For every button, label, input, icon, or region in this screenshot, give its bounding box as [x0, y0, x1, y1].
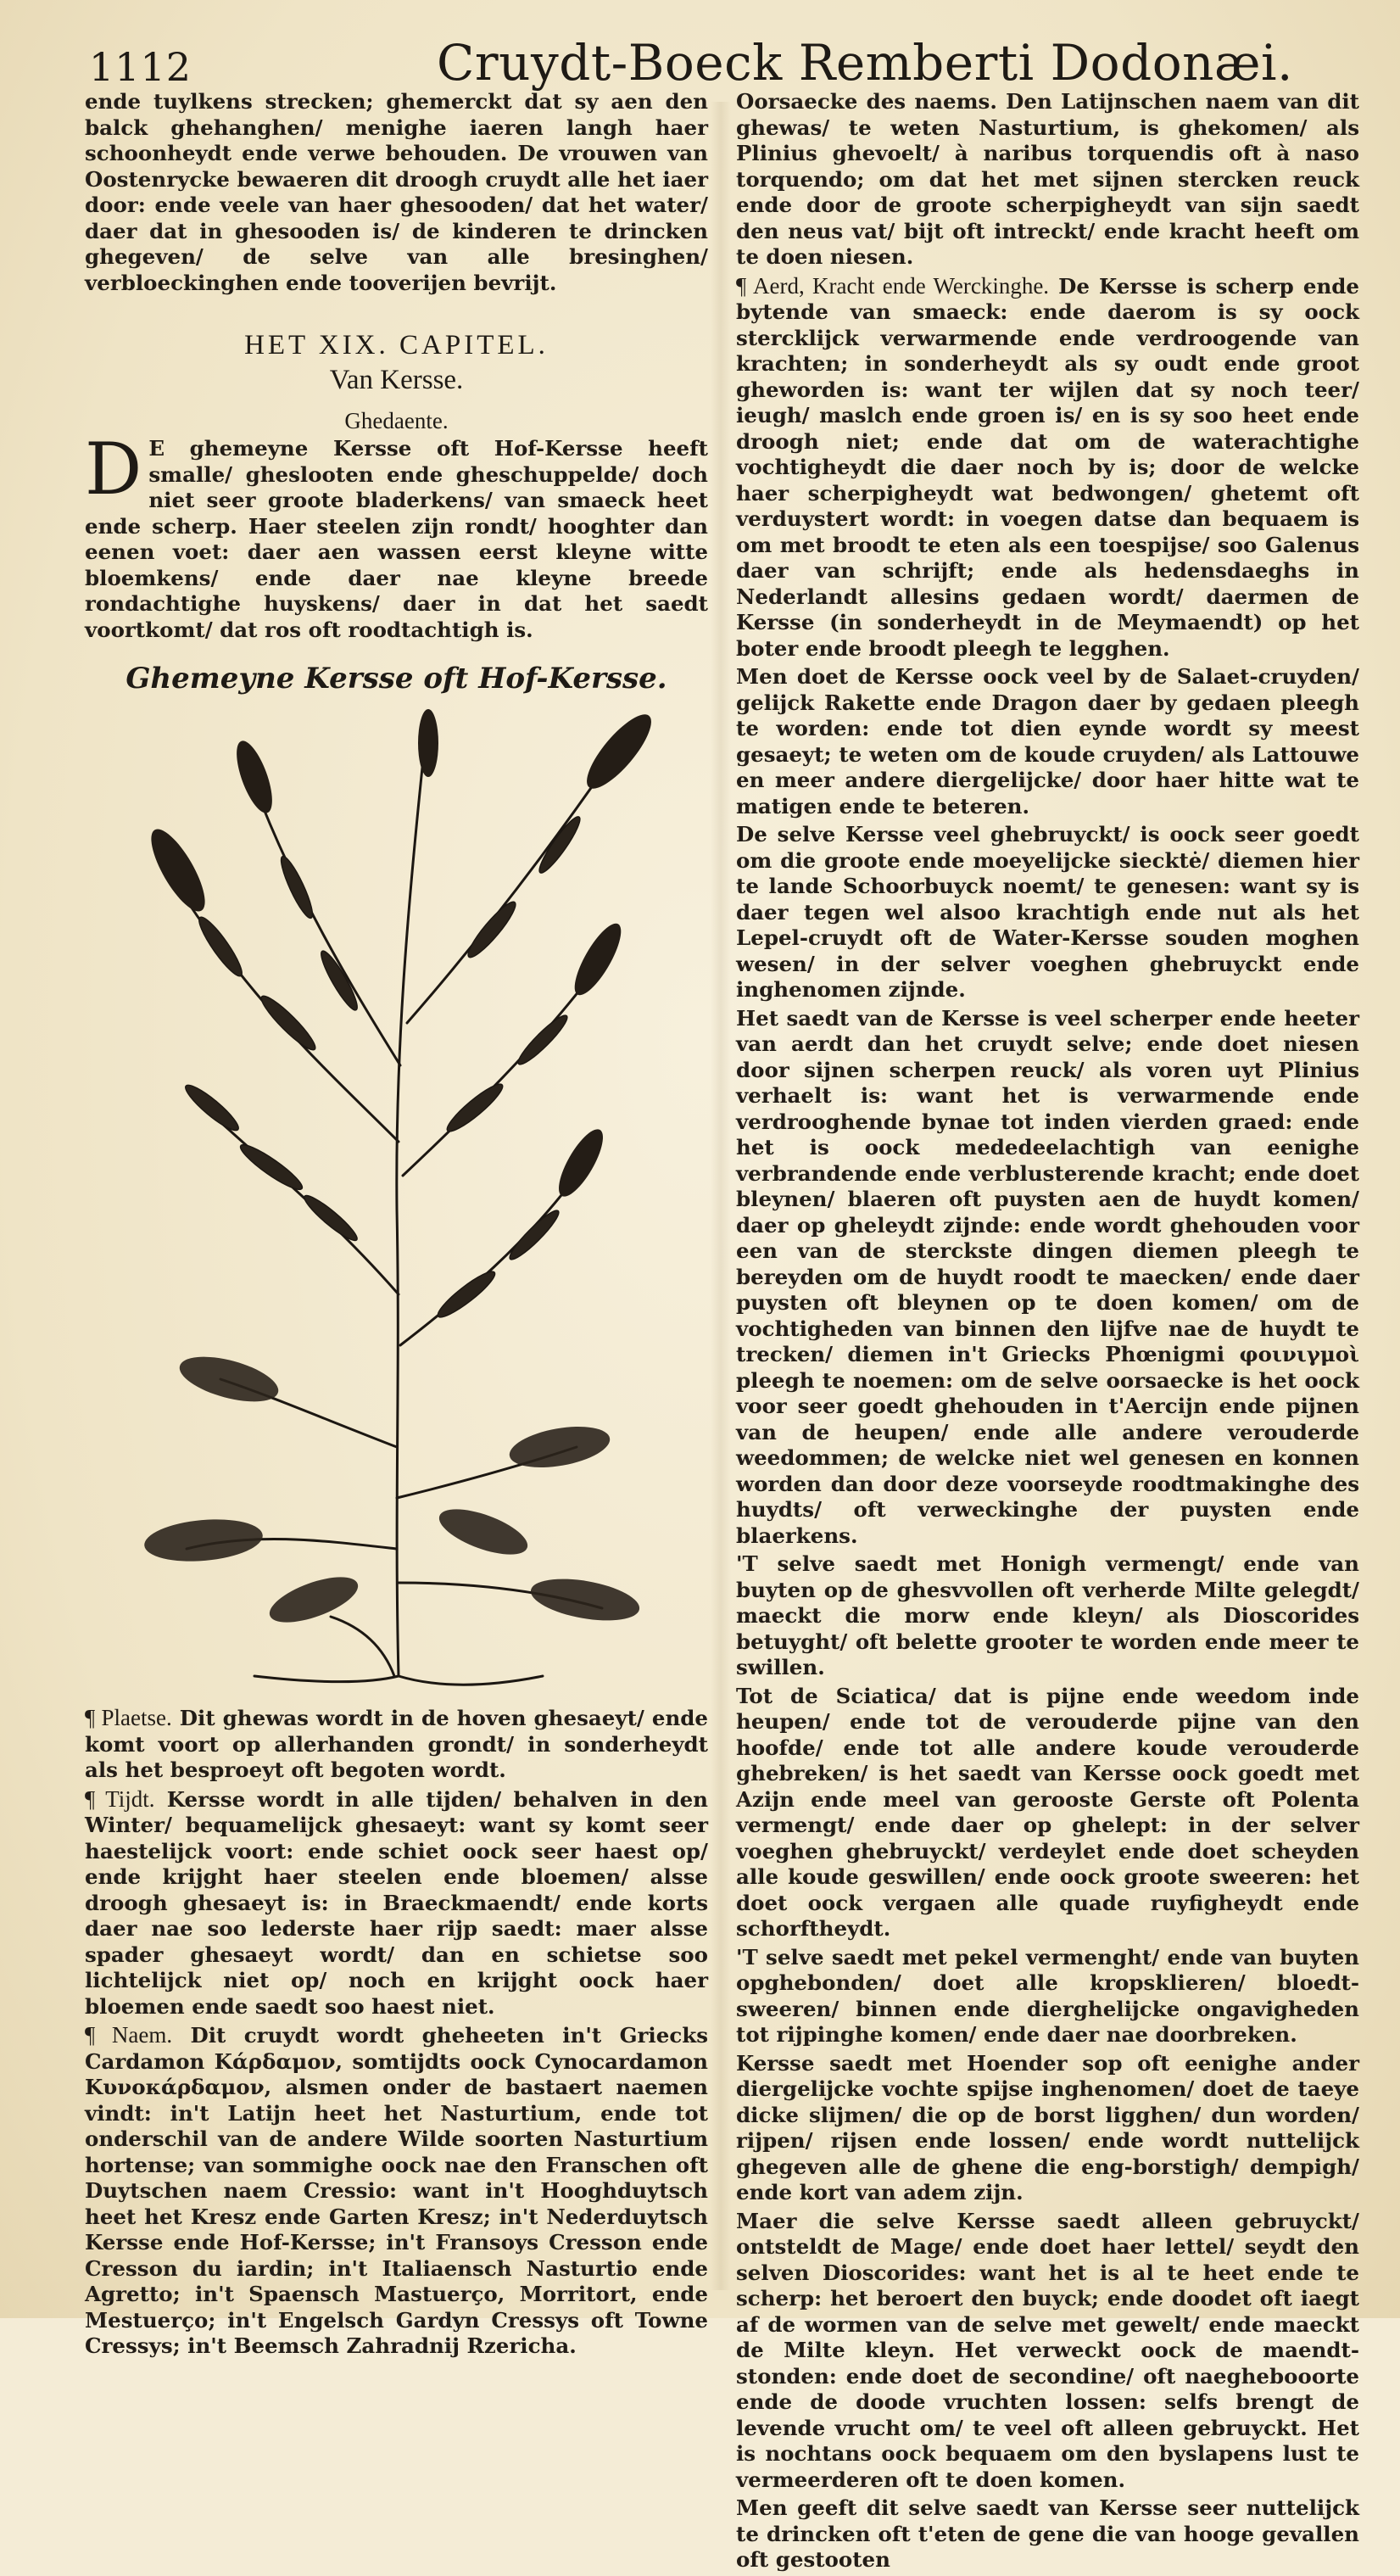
- garden-cress-woodcut: [85, 701, 708, 1693]
- aerd-paragraph-2: Men doet de Kersse oock veel by de Salaet-cruyden/ gelijck Rakette ende Dragon daer by gedaen pleegh te worden: ende tot dien eynde wordt sy meest gesaeyt; te weten om de koude cruyden/ als Lattouwe en meer andere diergelijcke/ door haer hitte wat te matigen ende te beteren.: [736, 664, 1359, 819]
- left-column: [85, 89, 708, 2362]
- intro-paragraph: ende tuylkens strecken; ghemerckt dat sy aen den balck ghehanghen/ menighe iaeren langh haer schoonheydt ende verwe behouden. De vrouwen van Oostenrycke bewaeren dit droogh cruydt alle het iaer door: ende veele van haer ghesooden/ dat het water/ daer dat in ghesooden is/ de kinderen te drincken ghegeven/ de selve van alle bresinghen/ verbloeckinghen ende tooverijen bevrijt.: [85, 89, 708, 295]
- aerd-label: ¶ Aerd, Kracht ende Werckinghe.: [736, 272, 1050, 299]
- aerd-paragraph-9: Maer die selve Kersse saedt alleen gebruyckt/ ontsteldt de Mage/ ende doet haer lettel/ seydt den selven Dioscorides: want het is al te heet ende te scherp: het beroert den buyck; ende doodet oft iaegt af de wormen van de selve met gewelt/ ende maeckt de Milte kleyn. Het verweckt oock de maendt-stonden: ende doet de secondine/ oft naeghebooorte ende de doode vruchten lossen: selfs brengt de levende vrucht om/ te veel oft alleen gebruyckt. Het is nochtans oock bequaem om den byslapens lust te vermeerderen oft te doen komen.: [736, 2208, 1359, 2492]
- plaetse-label: ¶ Plaetse.: [85, 1705, 172, 1730]
- ghedaente-paragraph: E ghemeyne Kersse oft Hof-Kersse heeft smalle/ gheslooten ende gheschuppelde/ doch niet seer groote bladerkens/ van smaeck heet ende scherp. Haer steelen zijn rondt/ hooghter dan eenen voet: daer aen wassen eerst kleyne witte bloemkens/ ende daer nae kleyne breede rondachtighe huyskens/ daer in dat het saedt voortkomt/ dat ros oft roodtachtigh is.: [85, 436, 708, 642]
- page-number: 1112: [89, 44, 192, 90]
- naem-continued: Oorsaecke des naems. Den Latijnschen naem van dit ghewas/ te weten Nasturtium, is ghekomen/ als Plinius ghevoelt/ à naribus torquendis oft à naso torquendo; om dat het met sijnen stercken reuck ende door de groote scherpigheydt van sijn saedt den neus vat/ bijt oft intreckt/ ende kracht heeft om te doen niesen.: [736, 89, 1359, 269]
- ghedaente-block: [85, 427, 708, 643]
- drop-cap: D: [85, 427, 142, 511]
- aerd-paragraph-3: De selve Kersse veel ghebruyckt/ is oock seer goedt om die groote ende moeyelijcke siecktė/ diemen hier te lande Schoorbuyck noemt/ te genesen: want sy is daer tegen wel alsoo krachtigh ende nut als het Lepel-cruydt oft de Water-Kersse souden moghen wesen/ in der selver voeghen ghebruyckt ende inghenomen zijnde.: [736, 822, 1359, 1002]
- tijdt-label: ¶ Tijdt.: [85, 1785, 155, 1812]
- page-fold-shadow: [711, 102, 731, 2290]
- aerd-paragraph: [736, 273, 1359, 662]
- aerd-paragraph-5: 'T selve saedt met Honigh vermengt/ ende van buyten op de ghesvvollen oft verherde Milte gelegdt/ maeckt die morw ende kleyn/ als Dioscorides betuyght/ oft belette grooter te worden ende meer te swillen.: [736, 1551, 1359, 1679]
- naem-text: Dit cruydt wordt gheheeten in't Griecks Cardamon Κάρδαμον, somtijdts oock Cynocardamon Κυνοκάρδαμον, alsmen onder de bastaert naemen vindt: in't Latijn heet het Nasturtium, ende tot onderschil van de andere Wilde soorten Nasturtium hortense; van sommighe oock nae den Franschen oft Duytschen naem Cressio: want in't Hooghduytsch heet het Kresz ende Garten Kresz; in't Nederduytsch Kersse ende Hof-Kersse; in't Fransoys Cresson ende Cresson du iardin; in't Italiaensch Nasturtio ende Agretto; in't Spaensch Mastuerço, Morritort, ende Mestuerço; in't Engelsch Gardyn Cressys oft Towne Cressys; in't Beemsch Zahradnij Rzericha.: [85, 2023, 709, 2358]
- chapter-heading: HET XIX. CAPITEL.: [244, 330, 549, 360]
- tijdt-text: Kersse wordt in alle tijden/ behalven in den Winter/ bequamelijck ghesaeyt: want sy komt seer haestelijck voort: ende schiet oock seer haest op/ ende krijght haer steelen ende bloemen/ alsse droogh ghesaeyt is: in Braeckmaendt/ ende korts daer nae soo lederste haer rijp saedt: maer alsse spader ghesaeyt wordt/ dan en schietse soo lichtelijck niet op/ noch en krijght oock haer bloemen ende saedt soo haest niet.: [85, 1786, 708, 2019]
- plaetse-text: Dit ghewas wordt in de hoven ghesaeyt/ ende komt voort op allerhanden grondt/ in sonderheydt als het besproeyt oft begoten wordt.: [85, 1706, 708, 1782]
- figure-title: Ghemeyne Kersse oft Hof-Kersse.: [125, 662, 667, 696]
- aerd-paragraph-8: Kersse saedt met Hoender sop oft eenighe ander diergelijcke vochte spijse inghenomen/ doet de taeye dicke slijmen/ die op de borst ligghen/ dun worden/ rijpen/ rijsen ende lossen/ ende wordt nuttelijck ghegeven alle de ghene die eng-borstigh/ dempigh/ ende kort van adem zijn.: [736, 2050, 1359, 2204]
- aerd-paragraph-6: Tot de Sciatica/ dat is pijne ende weedom inde heupen/ ende tot de verouderde pijne van den hoofde/ ende tot alle andere koude verouderde ghebreken/ is het saedt van Kersse oock goedt met Azijn ende meel van gerooste Gerste oft Polenta vermengt/ ende daer op ghelept: in der selver voeghen ghebruyckt/ verdeylet ende doet scheyden alle koude geswillen/ ende oock groote sweeren: het doet oock vergaen alle quade ruyfigheydt ende schorftheydt.: [736, 1683, 1359, 1941]
- tijdt-paragraph: [85, 1786, 708, 2020]
- naem-label: ¶ Naem.: [85, 2022, 173, 2048]
- plaetse-paragraph: [85, 1705, 708, 1784]
- naem-paragraph: [85, 2022, 708, 2360]
- section-heading-ghedaente: Ghedaente.: [344, 408, 449, 433]
- aerd-paragraph-7: 'T selve saedt met pekel vermenght/ ende van buyten opghebonden/ doet alle kropsklieren/ bloedt-sweeren/ binnen ende dierghelijcke ongavigheden tot rijpinghe komen/ ende daer nae doorbreken.: [736, 1944, 1359, 2047]
- chapter-title: Van Kersse.: [329, 365, 464, 395]
- running-head: Cruydt-Boeck Remberti Dodonæi.: [437, 34, 1293, 92]
- aerd-paragraph-10: Men geeft dit selve saedt van Kersse seer nuttelijck te drincken oft t'eten de gene die van hooge gevallen oft gestooten: [736, 2495, 1359, 2572]
- right-column: [736, 89, 1359, 2576]
- aerd-paragraph-4: Het saedt van de Kersse is veel scherper ende heeter van aerdt dan het cruydt selve; ende doet niesen door sijnen scherpen reuck/ als voren uyt Plinius verhaelt is: want het is verwarmende ende verdrooghende bynae tot inden vierden graed: ende het is oock mededeelachtigh van eenighe verbrandende ende verblusterende kracht; ende doet bleynen/ blaeren oft puysten aen de huydt komen/ daer op gheleydt zijnde: ende wordt ghehouden voor een van de sterckste dingen diemen pleegh te bereyden om de huydt roodt te maecken/ ende daer puysten oft bleynen op te doen komen/ om de vochtigheden van binnen den lijfve nae de huydt te trecken/ diemen in't Griecks Phœnigmi φοινιγμοὶ pleegh te noemen: om de selve oorsaecke is het oock voor seer goedt ghehouden in t'Aercijn ende pijnen van de heupen/ ende alle andere verouderde weedommen; de welcke niet wel genesen en konnen worden dan door deze voorseyde roodtmakinghe des huydts/ oft verweckinghe der puysten ende blaerkens.: [736, 1005, 1359, 1548]
- aerd-text: De Kersse is scherp ende bytende van smaeck: ende daerom is sy oock stercklijck verwarmende ende verdroogende van krachten; in sonderheydt als sy oudt ende groot gheworden is: want ter wijlen dat sy noch teer/ ieugh/ maslch ende groen is/ en is sy soo heet ende droogh niet; ende dat om de waterachtighe vochtigheydt die daer noch by is; door de welcke haer scherpigheydt wat bedwongen/ ghetemt oft verduystert wordt: in voegen datse dan bequaem is om met broodt te eten als een toespijse/ soo Galenus daer van schrijft; ende als hedensdaeghs in Nederlandt allesins gedaen wordt/ daermen de Kersse (in sonderheydt in de Meymaendt) op het boter ende broodt pleegh te legghen.: [736, 273, 1359, 661]
